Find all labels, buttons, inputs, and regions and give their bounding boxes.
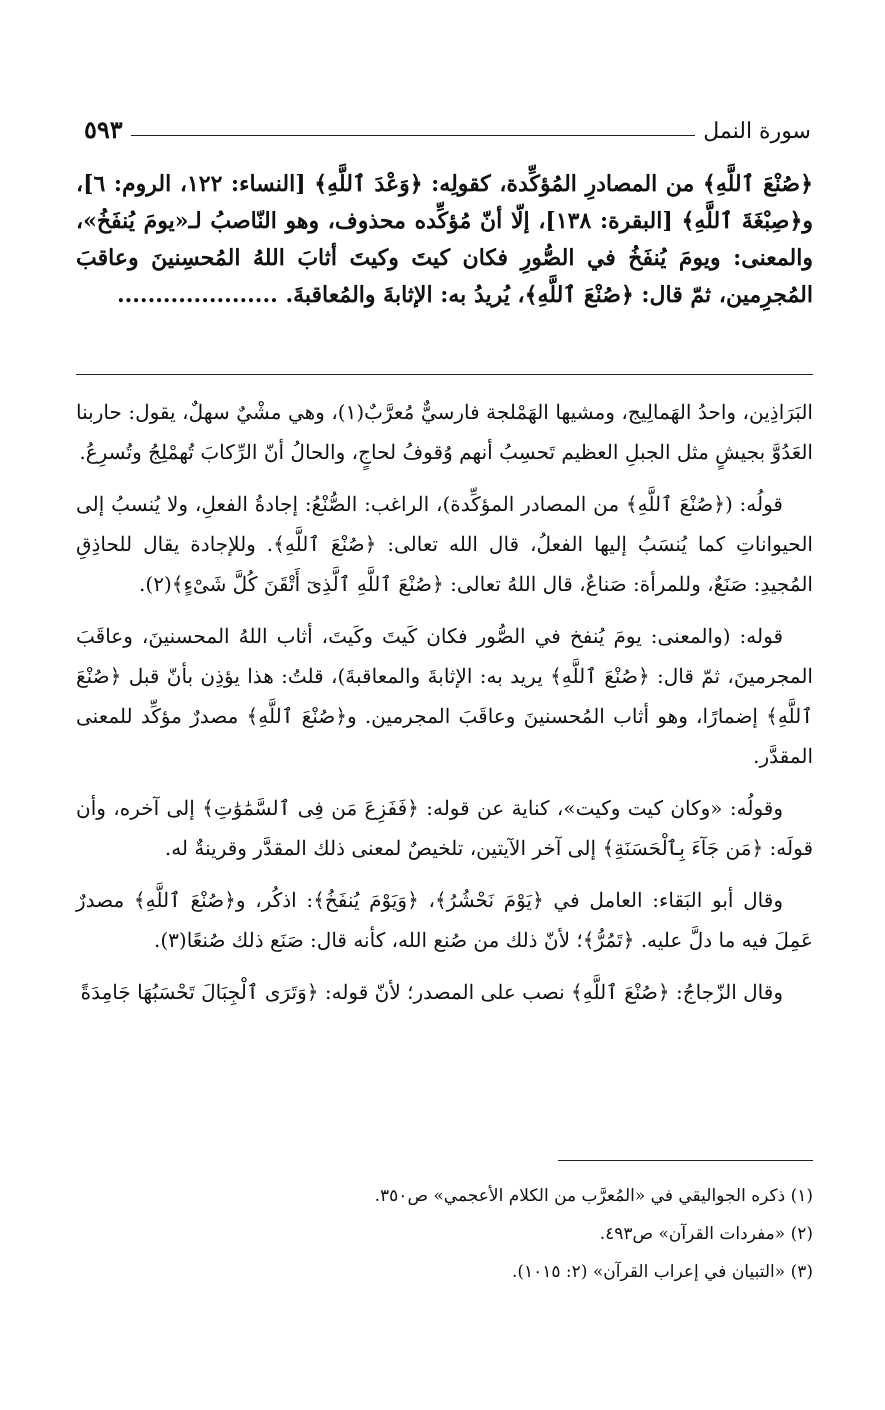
footnote: (١) ذكره الجواليقي في «المُعرَّب من الكلام الأعجمي» ص٣٥٠. (374, 1186, 813, 1206)
footnote-rule (558, 1160, 813, 1161)
matn-text (76, 166, 813, 314)
commentary-paragraph: وقولُه: «وكان كيت وكيت»، كناية عن قوله: ﴿فَفَزِعَ مَن فِى ٱلسَّمَٰوَٰتِ﴾ إلى آخره، وأن قولَه: ﴿مَن جَآءَ بِٱلْحَسَنَةِ﴾ إلى آخر الآيتين، تلخيصٌ لمعنى ذلك المقدَّر وقرينةٌ له. (76, 796, 813, 860)
commentary-paragraph: قولُه: (﴿صُنْعَ ٱللَّهِ﴾ من المصادر المؤكِّدة)، الراغب: الصُّنْعُ: إجادةُ الفعلِ، ولا يُنسبُ إلى الحيواناتِ كما يُنسَبُ إليها الفعلُ، قال الله تعالى: ﴿صُنْعَ ٱللَّهِ﴾. وللإجادة يقال للحاذِقِ المُجيدِ: صَنَعٌ، وللمرأة: صَناعٌ، قال اللهُ تعالى: ﴿صُنْعَ ٱللَّهِ ٱلَّذِىٓ أَتْقَنَ كُلَّ شَىْءٍ﴾(٢). (76, 492, 813, 596)
commentary-paragraph: وقال أبو البَقاء: العامل في ﴿يَوْمَ نَحْشُرُ﴾، ﴿وَيَوْمَ يُنفَخُ﴾: اذكُر، و﴿صُنْعَ ٱللَّهِ﴾ مصدرٌ عَمِلَ فيه ما دلَّ عليه. ﴿تَمُرُّ﴾؛ لأنّ ذلك من صُنع الله، كأنه قال: صَنَع ذلك صُنعًا(٣). (76, 888, 813, 952)
matn-separator-rule (76, 374, 813, 375)
footnote: (٣) «التبيان في إعراب القرآن» (٢: ١٠١٥). (511, 1262, 813, 1282)
footnotes (76, 1180, 813, 1294)
commentary-paragraph: قوله: (والمعنى: يومَ يُنفخ في الصُّور فكان كَيتَ وكَيتَ، أثاب اللهُ المحسنينَ، وعاقَبَ المجرمينَ، ثمّ قال: ﴿صُنْعَ ٱللَّهِ﴾ يريد به: الإثابةَ والمعاقبةَ)، قلتُ: هذا يؤذِن بأنّ قبل ﴿صُنْعَ ٱللَّهِ﴾ إضمارًا، وهو أثاب المُحسنينَ وعاقَبَ المجرمين. و﴿صُنْعَ ٱللَّهِ﴾ مصدرٌ مؤكِّد للمعنى المقدَّر. (76, 624, 813, 768)
page-header (84, 104, 811, 144)
header-rule (131, 135, 696, 136)
commentary-text (76, 392, 813, 1024)
commentary-paragraph: وقال الزّجاجُ: ﴿صُنْعَ ٱللَّهِ﴾ نصب على المصدر؛ لأنّ قوله: ﴿وَتَرَى ٱلْجِبَالَ تَحْسَبُهَا جَامِدَةً (80, 980, 783, 1004)
matn-paragraph: ﴿صُنْعَ ٱللَّهِ﴾ من المصادرِ المُؤكِّدة، كقولِه: ﴿وَعْدَ ٱللَّهِ﴾ [النساء: ١٢٢، الروم: ٦]، و﴿صِبْغَةَ ٱللَّهِ﴾ [البقرة: ١٣٨]، إلّا أنّ مُؤكِّده محذوف، وهو النّاصبُ لـ«يومَ يُنفَخُ»، والمعنى: ويومَ يُنفَخُ في الصُّورِ فكان كيتَ وكيتَ أثابَ اللهُ المُحسِنينَ وعاقبَ المُجرِمين، ثمّ قال: ﴿صُنْعَ ٱللَّهِ﴾، يُريدُ به: الإثابةَ والمُعاقبةَ. ..................... (76, 171, 814, 308)
footnote: (٢) «مفردات القرآن» ص٤٩٣. (599, 1224, 813, 1244)
page-number: ٥٩٣ (84, 115, 123, 144)
commentary-paragraph: البَرَاذِين، واحدُ الهَمالِيج، ومشيها الهَمْلجة فارسيٌّ مُعرَّبٌ(١)، وهي مشْيٌ سهلٌ، يقول: حاربنا العَدُوَّ بجيشٍ مثل الجبلِ العظيم تَحسِبُ أنهم وُقوفُ لحاجٍ، والحالُ أنّ الرِّكابَ تُهمْلِجُ وتُسرِعُ. (76, 400, 813, 464)
surah-title: سورة النمل (703, 119, 811, 144)
